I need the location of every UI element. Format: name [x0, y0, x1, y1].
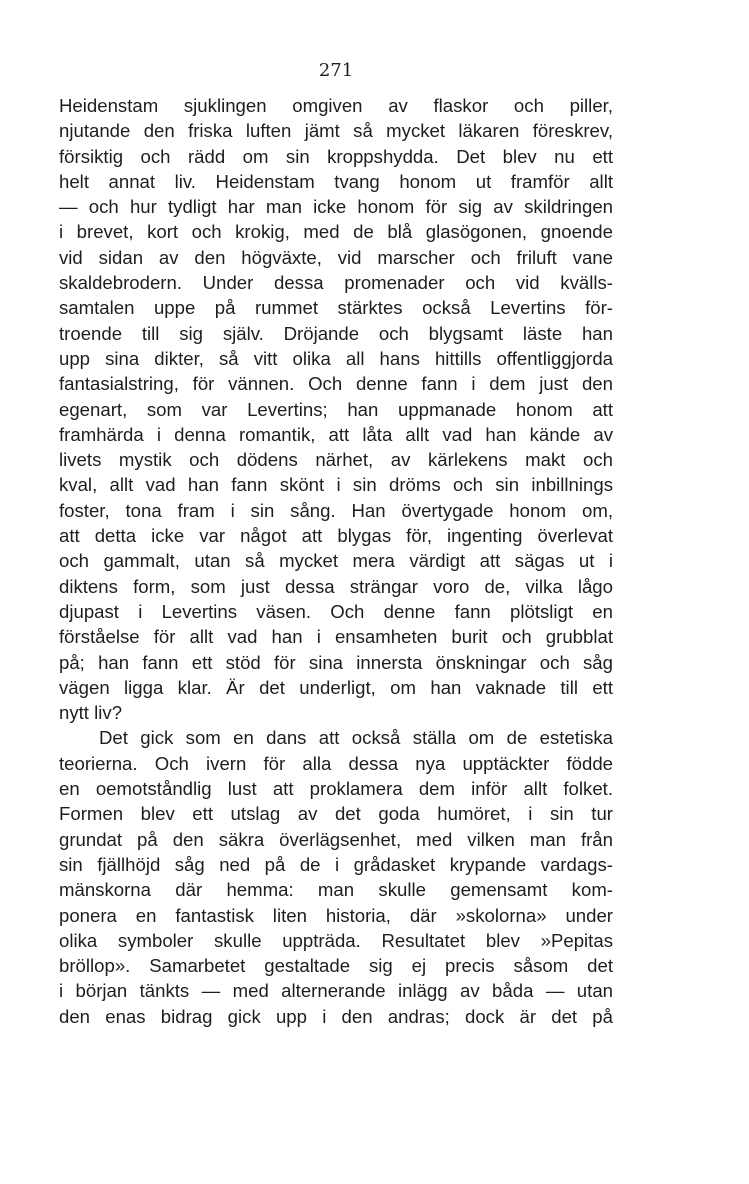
text-line: teorierna. Och ivern för alla dessa nya upptäckter födde — [59, 752, 613, 774]
text-line: försiktig och rädd om sin kroppshydda. Det blev nu ett — [59, 145, 613, 167]
text-line: Heidenstam sjuklingen omgiven av flaskor och piller, — [59, 95, 613, 116]
page-number: 271 — [318, 60, 354, 81]
text-line: olika symboler skulle uppträda. Resultatet blev »Pepitas — [59, 929, 613, 951]
text-line: i början tänkts — med alternerande inlägg av båda — utan — [59, 980, 613, 1002]
text-line: upp sina dikter, så vitt olika all hans hittills offentliggjorda — [59, 347, 613, 369]
text-line: nytt liv? — [59, 702, 123, 724]
text-line: ponera en fantastisk liten historia, där »skolorna» under — [59, 904, 613, 926]
text-line: grundat på den säkra överlägsenhet, med vilken man från — [59, 828, 613, 850]
text-line: foster, tona fram i sin sång. Han övertygade honom om, — [59, 499, 613, 521]
text-line: Formen blev ett utslag av det goda humöret, i sin tur — [59, 803, 613, 825]
text-line: kval, allt vad han fann skönt i sin dröms och sin inbillnings — [59, 474, 613, 496]
text-line: egenart, som var Levertins; han uppmanade honom att — [59, 398, 613, 420]
text-line: diktens form, som just dessa strängar voro de, vilka lågo — [59, 575, 613, 597]
text-line: mänskorna där hemma: man skulle gemensamt kom- — [59, 879, 613, 901]
text-line: helt annat liv. Heidenstam tvang honom ut framför allt — [59, 170, 613, 192]
text-line: och gammalt, utan så mycket mera värdigt att sägas ut i — [59, 550, 613, 572]
text-line: samtalen uppe på rummet stärktes också Levertins för- — [59, 297, 613, 319]
text-line: sin fjällhöjd såg ned på de i grådasket krypande vardags- — [59, 853, 613, 875]
text-line: i brevet, kort och krokig, med de blå glasögonen, gnoende — [59, 221, 613, 243]
text-line: förståelse för allt vad han i ensamheten burit och grubblat — [59, 626, 613, 648]
text-line: framhärda i denna romantik, att låta allt vad han kände av — [59, 423, 613, 445]
text-line: en oemotståndlig lust att proklamera dem inför allt folket. — [59, 778, 613, 800]
text-line: djupast i Levertins väsen. Och denne fann plötsligt en — [59, 600, 613, 622]
text-line: livets mystik och dödens närhet, av kärlekens makt och — [59, 449, 613, 471]
text-line: vägen ligga klar. Är det underligt, om han vaknade till ett — [59, 676, 613, 698]
text-line: njutande den friska luften jämt så mycket läkaren föreskrev, — [59, 120, 613, 142]
body-text — [59, 93, 613, 1029]
text-line: troende till sig själv. Dröjande och blygsamt läste han — [59, 322, 613, 344]
text-line: den enas bidrag gick upp i den andras; dock är det på — [59, 1005, 613, 1027]
text-line: att detta icke var något att blygas för, ingenting överlevat — [59, 525, 613, 547]
text-line: bröllop». Samarbetet gestaltade sig ej precis såsom det — [59, 955, 613, 977]
text-line: Det gick som en dans att också ställa om de estetiska — [99, 727, 613, 749]
text-line: vid sidan av den högväxte, vid marscher och friluft vane — [59, 246, 613, 268]
text-line: fantasialstring, för vännen. Och denne fann i dem just den — [59, 373, 613, 395]
text-line: skaldebrodern. Under dessa promenader och vid kvälls- — [59, 272, 613, 294]
text-line: — och hur tydligt har man icke honom för sig av skildringen — [59, 196, 613, 218]
text-line: på; han fann ett stöd för sina innersta önskningar och såg — [59, 651, 613, 673]
